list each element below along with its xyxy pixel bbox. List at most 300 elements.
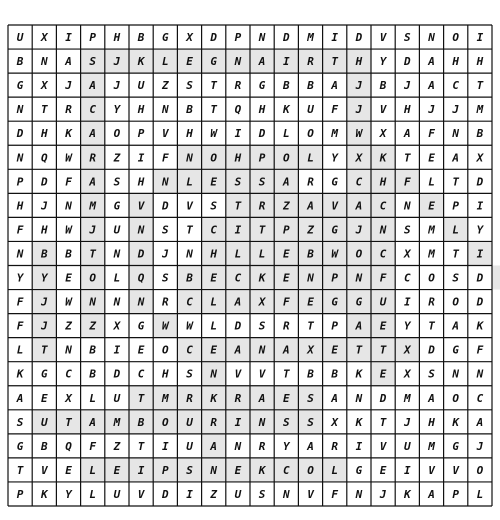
grid-letter[interactable]: A [16,391,24,405]
grid-letter[interactable]: R [234,79,242,93]
grid-letter[interactable]: H [113,31,121,45]
grid-letter[interactable]: S [161,223,169,237]
grid-letter[interactable]: I [234,415,242,429]
grid-letter[interactable]: L [186,175,193,189]
grid-letter[interactable]: R [89,151,97,165]
grid-letter[interactable]: G [355,295,363,309]
grid-letter[interactable]: D [476,295,484,309]
grid-letter[interactable]: P [331,271,339,285]
grid-letter[interactable]: F [331,103,339,117]
grid-letter[interactable]: N [65,199,72,213]
grid-letter[interactable]: J [379,487,387,501]
grid-letter[interactable]: S [282,415,290,429]
grid-letter[interactable]: A [234,295,242,309]
grid-letter[interactable]: X [403,343,411,357]
grid-letter[interactable]: A [282,343,290,357]
grid-letter[interactable]: A [258,391,266,405]
grid-letter[interactable]: Y [476,223,484,237]
grid-letter[interactable]: K [355,367,363,381]
grid-letter[interactable]: A [428,79,435,93]
grid-letter[interactable]: P [452,199,460,213]
grid-letter[interactable]: Q [137,271,145,285]
grid-letter[interactable]: Z [113,151,121,165]
grid-letter[interactable]: E [234,463,242,477]
grid-letter[interactable]: A [234,343,242,357]
grid-letter[interactable]: A [355,319,363,333]
grid-letter[interactable]: W [161,319,169,333]
grid-letter[interactable]: N [355,487,363,501]
grid-letter[interactable]: P [452,487,460,501]
grid-letter[interactable]: M [307,31,314,45]
grid-letter[interactable]: B [40,439,48,453]
grid-letter[interactable]: C [355,175,363,189]
grid-letter[interactable]: B [186,271,193,285]
grid-letter[interactable]: C [452,79,460,93]
grid-letter[interactable]: F [65,175,72,189]
grid-letter[interactable]: H [258,103,266,117]
grid-letter[interactable]: N [65,343,72,357]
grid-letter[interactable]: C [379,199,387,213]
grid-letter[interactable]: K [65,127,72,141]
grid-letter[interactable]: I [403,463,411,477]
grid-letter[interactable]: N [476,367,484,381]
grid-letter[interactable]: L [452,223,460,237]
grid-letter[interactable]: I [113,343,121,357]
grid-letter[interactable]: W [331,247,339,261]
grid-letter[interactable]: O [428,271,435,285]
grid-letter[interactable]: Z [113,439,121,453]
grid-letter[interactable]: T [16,463,24,477]
grid-letter[interactable]: V [161,127,169,141]
grid-letter[interactable]: F [331,487,339,501]
grid-letter[interactable]: R [65,103,72,117]
grid-letter[interactable]: E [331,343,339,357]
grid-letter[interactable]: R [258,439,266,453]
grid-letter[interactable]: B [379,79,387,93]
grid-letter[interactable]: G [113,199,121,213]
grid-letter[interactable]: L [210,319,218,333]
grid-letter[interactable]: V [307,487,314,501]
grid-letter[interactable]: M [113,415,121,429]
grid-letter[interactable]: M [89,199,97,213]
grid-letter[interactable]: E [379,319,387,333]
grid-letter[interactable]: D [282,31,290,45]
grid-letter[interactable]: N [161,103,169,117]
grid-letter[interactable]: X [40,79,48,93]
grid-letter[interactable]: A [282,175,290,189]
grid-letter[interactable]: X [113,319,121,333]
grid-letter[interactable]: N [355,271,363,285]
grid-letter[interactable]: E [210,343,218,357]
grid-letter[interactable]: U [186,439,193,453]
grid-letter[interactable]: N [40,55,48,69]
grid-letter[interactable]: A [89,79,97,93]
grid-letter[interactable]: T [307,319,314,333]
grid-letter[interactable]: X [403,367,411,381]
grid-letter[interactable]: A [476,415,484,429]
grid-letter[interactable]: I [403,295,411,309]
grid-letter[interactable]: F [16,223,24,237]
grid-letter[interactable]: H [186,127,193,141]
grid-letter[interactable]: D [113,367,121,381]
grid-letter[interactable]: C [137,367,145,381]
grid-letter[interactable]: O [161,343,169,357]
grid-letter[interactable]: K [379,151,387,165]
grid-letter[interactable]: E [65,463,72,477]
grid-letter[interactable]: F [476,343,484,357]
grid-letter[interactable]: H [210,247,218,261]
grid-letter[interactable]: E [379,367,387,381]
grid-letter[interactable]: U [234,487,242,501]
grid-letter[interactable]: R [234,391,242,405]
grid-letter[interactable]: N [186,151,193,165]
grid-letter[interactable]: H [403,103,411,117]
grid-letter[interactable]: V [186,199,193,213]
grid-letter[interactable]: J [476,439,484,453]
grid-letter[interactable]: N [403,199,411,213]
grid-letter[interactable]: J [355,223,363,237]
grid-letter[interactable]: D [476,175,484,189]
grid-letter[interactable]: H [16,199,24,213]
grid-letter[interactable]: A [89,127,97,141]
grid-letter[interactable]: B [137,415,145,429]
grid-letter[interactable]: J [40,319,48,333]
grid-letter[interactable]: T [186,223,193,237]
grid-letter[interactable]: L [89,463,97,477]
grid-letter[interactable]: K [258,271,266,285]
grid-letter[interactable]: S [428,367,435,381]
grid-letter[interactable]: D [137,247,145,261]
grid-letter[interactable]: W [186,319,193,333]
grid-letter[interactable]: N [428,31,435,45]
grid-letter[interactable]: L [428,175,435,189]
grid-letter[interactable]: G [210,55,218,69]
grid-letter[interactable]: A [452,151,460,165]
grid-letter[interactable]: S [161,271,169,285]
grid-letter[interactable]: Z [65,319,72,333]
grid-letter[interactable]: R [331,439,339,453]
grid-letter[interactable]: N [186,247,193,261]
grid-letter[interactable]: S [258,487,266,501]
grid-letter[interactable]: R [428,295,435,309]
grid-letter[interactable]: V [258,367,266,381]
grid-letter[interactable]: V [452,463,460,477]
grid-letter[interactable]: I [476,247,484,261]
grid-letter[interactable]: D [476,271,484,285]
grid-letter[interactable]: H [40,223,48,237]
grid-letter[interactable]: I [161,439,169,453]
grid-letter[interactable]: D [40,175,48,189]
grid-letter[interactable]: R [307,55,314,69]
grid-letter[interactable]: S [113,175,121,189]
grid-letter[interactable]: L [16,343,24,357]
grid-letter[interactable]: Q [65,439,72,453]
grid-letter[interactable]: P [282,223,290,237]
grid-letter[interactable]: N [210,367,218,381]
grid-letter[interactable]: O [113,127,121,141]
grid-letter[interactable]: G [452,343,460,357]
grid-letter[interactable]: Y [403,319,411,333]
grid-letter[interactable]: L [89,391,97,405]
grid-letter[interactable]: N [16,103,24,117]
grid-letter[interactable]: E [282,391,290,405]
grid-letter[interactable]: C [282,463,290,477]
grid-letter[interactable]: H [234,151,242,165]
grid-letter[interactable]: S [186,79,193,93]
grid-letter[interactable]: U [403,439,411,453]
grid-letter[interactable]: N [16,151,24,165]
grid-letter[interactable]: T [65,415,72,429]
grid-letter[interactable]: T [137,439,145,453]
grid-letter[interactable]: S [403,223,411,237]
grid-letter[interactable]: I [234,223,242,237]
grid-letter[interactable]: O [89,271,97,285]
grid-letter[interactable]: H [428,415,435,429]
grid-letter[interactable]: I [331,31,339,45]
grid-letter[interactable]: D [161,199,169,213]
grid-letter[interactable]: T [476,79,484,93]
grid-letter[interactable]: S [210,199,218,213]
grid-letter[interactable]: G [16,79,24,93]
grid-letter[interactable]: V [40,463,48,477]
grid-letter[interactable]: N [16,247,24,261]
grid-letter[interactable]: T [89,247,97,261]
grid-letter[interactable]: C [186,295,193,309]
grid-letter[interactable]: E [428,151,435,165]
grid-letter[interactable]: F [16,319,24,333]
grid-letter[interactable]: G [331,295,339,309]
grid-letter[interactable]: V [379,439,387,453]
grid-letter[interactable]: D [258,127,266,141]
grid-letter[interactable]: R [282,319,290,333]
grid-letter[interactable]: E [137,343,145,357]
grid-letter[interactable]: N [234,55,242,69]
grid-letter[interactable]: O [355,247,363,261]
grid-letter[interactable]: P [16,175,24,189]
grid-letter[interactable]: T [258,223,266,237]
grid-letter[interactable]: A [428,55,435,69]
grid-letter[interactable]: I [282,55,290,69]
grid-letter[interactable]: Q [234,103,242,117]
grid-letter[interactable]: D [379,391,387,405]
grid-letter[interactable]: Z [89,319,97,333]
grid-letter[interactable]: D [234,319,242,333]
grid-letter[interactable]: C [89,103,97,117]
grid-letter[interactable]: U [113,223,121,237]
grid-letter[interactable]: H [137,175,145,189]
grid-letter[interactable]: S [307,415,314,429]
grid-letter[interactable]: O [161,415,169,429]
grid-letter[interactable]: D [428,343,435,357]
grid-letter[interactable]: S [186,463,193,477]
grid-letter[interactable]: H [137,103,145,117]
grid-letter[interactable]: E [186,55,193,69]
grid-letter[interactable]: O [452,391,460,405]
grid-letter[interactable]: K [476,319,484,333]
grid-letter[interactable]: L [113,271,121,285]
grid-letter[interactable]: G [355,463,363,477]
grid-letter[interactable]: U [186,415,193,429]
grid-letter[interactable]: D [355,31,363,45]
grid-letter[interactable]: A [428,487,435,501]
grid-letter[interactable]: R [186,391,193,405]
grid-letter[interactable]: A [210,439,218,453]
grid-letter[interactable]: G [137,319,145,333]
grid-letter[interactable]: O [210,151,218,165]
grid-letter[interactable]: E [40,391,48,405]
grid-letter[interactable]: H [379,175,387,189]
grid-letter[interactable]: N [113,247,121,261]
grid-letter[interactable]: A [258,55,266,69]
grid-letter[interactable]: T [452,175,460,189]
grid-letter[interactable]: W [355,127,363,141]
grid-letter[interactable]: K [40,487,48,501]
grid-letter[interactable]: D [403,55,411,69]
grid-letter[interactable]: T [379,343,387,357]
grid-letter[interactable]: I [186,487,193,501]
grid-letter[interactable]: K [16,367,24,381]
grid-letter[interactable]: G [258,79,266,93]
grid-letter[interactable]: J [89,223,97,237]
grid-letter[interactable]: X [331,415,339,429]
grid-letter[interactable]: N [137,295,145,309]
grid-letter[interactable]: D [161,487,169,501]
grid-letter[interactable]: C [210,223,218,237]
grid-letter[interactable]: Q [40,151,48,165]
grid-letter[interactable]: A [307,439,314,453]
grid-letter[interactable]: B [65,247,72,261]
grid-letter[interactable]: U [40,415,48,429]
grid-letter[interactable]: L [161,55,169,69]
grid-letter[interactable]: J [65,79,72,93]
grid-letter[interactable]: K [355,415,363,429]
grid-letter[interactable]: J [403,415,411,429]
grid-letter[interactable]: B [186,103,193,117]
grid-letter[interactable]: V [137,199,145,213]
grid-letter[interactable]: M [428,223,435,237]
grid-letter[interactable]: A [452,319,460,333]
grid-letter[interactable]: M [331,127,339,141]
grid-letter[interactable]: N [355,391,363,405]
grid-letter[interactable]: P [234,31,242,45]
grid-letter[interactable]: K [403,487,411,501]
grid-letter[interactable]: Y [282,439,290,453]
grid-letter[interactable]: I [137,151,145,165]
grid-letter[interactable]: X [307,343,314,357]
grid-letter[interactable]: S [258,319,266,333]
grid-letter[interactable]: L [476,487,484,501]
grid-letter[interactable]: J [452,103,460,117]
grid-letter[interactable]: N [113,295,121,309]
grid-letter[interactable]: H [476,55,484,69]
grid-letter[interactable]: X [258,295,266,309]
grid-letter[interactable]: S [16,415,24,429]
grid-letter[interactable]: P [331,319,339,333]
grid-letter[interactable]: J [40,199,48,213]
grid-letter[interactable]: E [282,271,290,285]
grid-letter[interactable]: C [403,271,411,285]
grid-letter[interactable]: B [307,79,314,93]
grid-letter[interactable]: N [307,271,314,285]
grid-letter[interactable]: T [210,103,218,117]
grid-letter[interactable]: I [355,439,363,453]
grid-letter[interactable]: L [307,151,314,165]
grid-letter[interactable]: C [65,367,72,381]
grid-letter[interactable]: N [452,367,460,381]
grid-letter[interactable]: V [234,367,242,381]
grid-letter[interactable]: T [331,55,339,69]
grid-letter[interactable]: B [307,367,314,381]
grid-letter[interactable]: E [113,463,121,477]
grid-letter[interactable]: E [65,271,72,285]
grid-letter[interactable]: Y [16,271,24,285]
grid-letter[interactable]: F [379,271,387,285]
grid-letter[interactable]: A [65,55,72,69]
grid-letter[interactable]: V [379,31,387,45]
grid-letter[interactable]: L [258,247,266,261]
grid-letter[interactable]: T [452,247,460,261]
grid-letter[interactable]: U [16,31,24,45]
grid-letter[interactable]: F [161,151,169,165]
grid-letter[interactable]: A [428,391,435,405]
grid-letter[interactable]: J [428,103,435,117]
grid-letter[interactable]: X [40,31,48,45]
grid-letter[interactable]: M [476,103,484,117]
grid-letter[interactable]: O [452,31,460,45]
grid-letter[interactable]: V [428,463,435,477]
grid-letter[interactable]: N [234,439,242,453]
grid-letter[interactable]: Z [282,199,290,213]
grid-letter[interactable]: S [403,31,411,45]
grid-letter[interactable]: T [282,367,290,381]
grid-letter[interactable]: K [258,463,266,477]
grid-letter[interactable]: T [40,343,48,357]
grid-letter[interactable]: H [40,127,48,141]
grid-letter[interactable]: J [113,79,121,93]
grid-letter[interactable]: I [137,463,145,477]
grid-letter[interactable]: T [403,151,411,165]
grid-letter[interactable]: E [428,199,435,213]
grid-letter[interactable]: S [258,175,266,189]
grid-letter[interactable]: A [355,199,363,213]
grid-letter[interactable]: S [89,55,97,69]
grid-letter[interactable]: E [210,175,218,189]
grid-letter[interactable]: J [161,247,169,261]
grid-letter[interactable]: W [210,127,218,141]
grid-letter[interactable]: C [379,247,387,261]
grid-letter[interactable]: F [403,175,411,189]
grid-letter[interactable]: G [331,223,339,237]
grid-letter[interactable]: B [282,79,290,93]
grid-letter[interactable]: U [113,487,121,501]
grid-letter[interactable]: T [355,343,363,357]
grid-letter[interactable]: P [89,31,97,45]
grid-letter[interactable]: N [452,127,460,141]
grid-letter[interactable]: T [210,79,218,93]
grid-letter[interactable]: T [234,199,242,213]
grid-letter[interactable]: B [137,31,145,45]
grid-letter[interactable]: G [161,31,169,45]
grid-letter[interactable]: C [186,343,193,357]
grid-letter[interactable]: O [452,295,460,309]
grid-letter[interactable]: E [307,295,314,309]
grid-letter[interactable]: A [331,391,339,405]
grid-letter[interactable]: H [355,55,363,69]
grid-letter[interactable]: A [403,127,411,141]
grid-letter[interactable]: Y [65,487,72,501]
grid-letter[interactable]: R [210,415,218,429]
grid-letter[interactable]: R [258,199,266,213]
